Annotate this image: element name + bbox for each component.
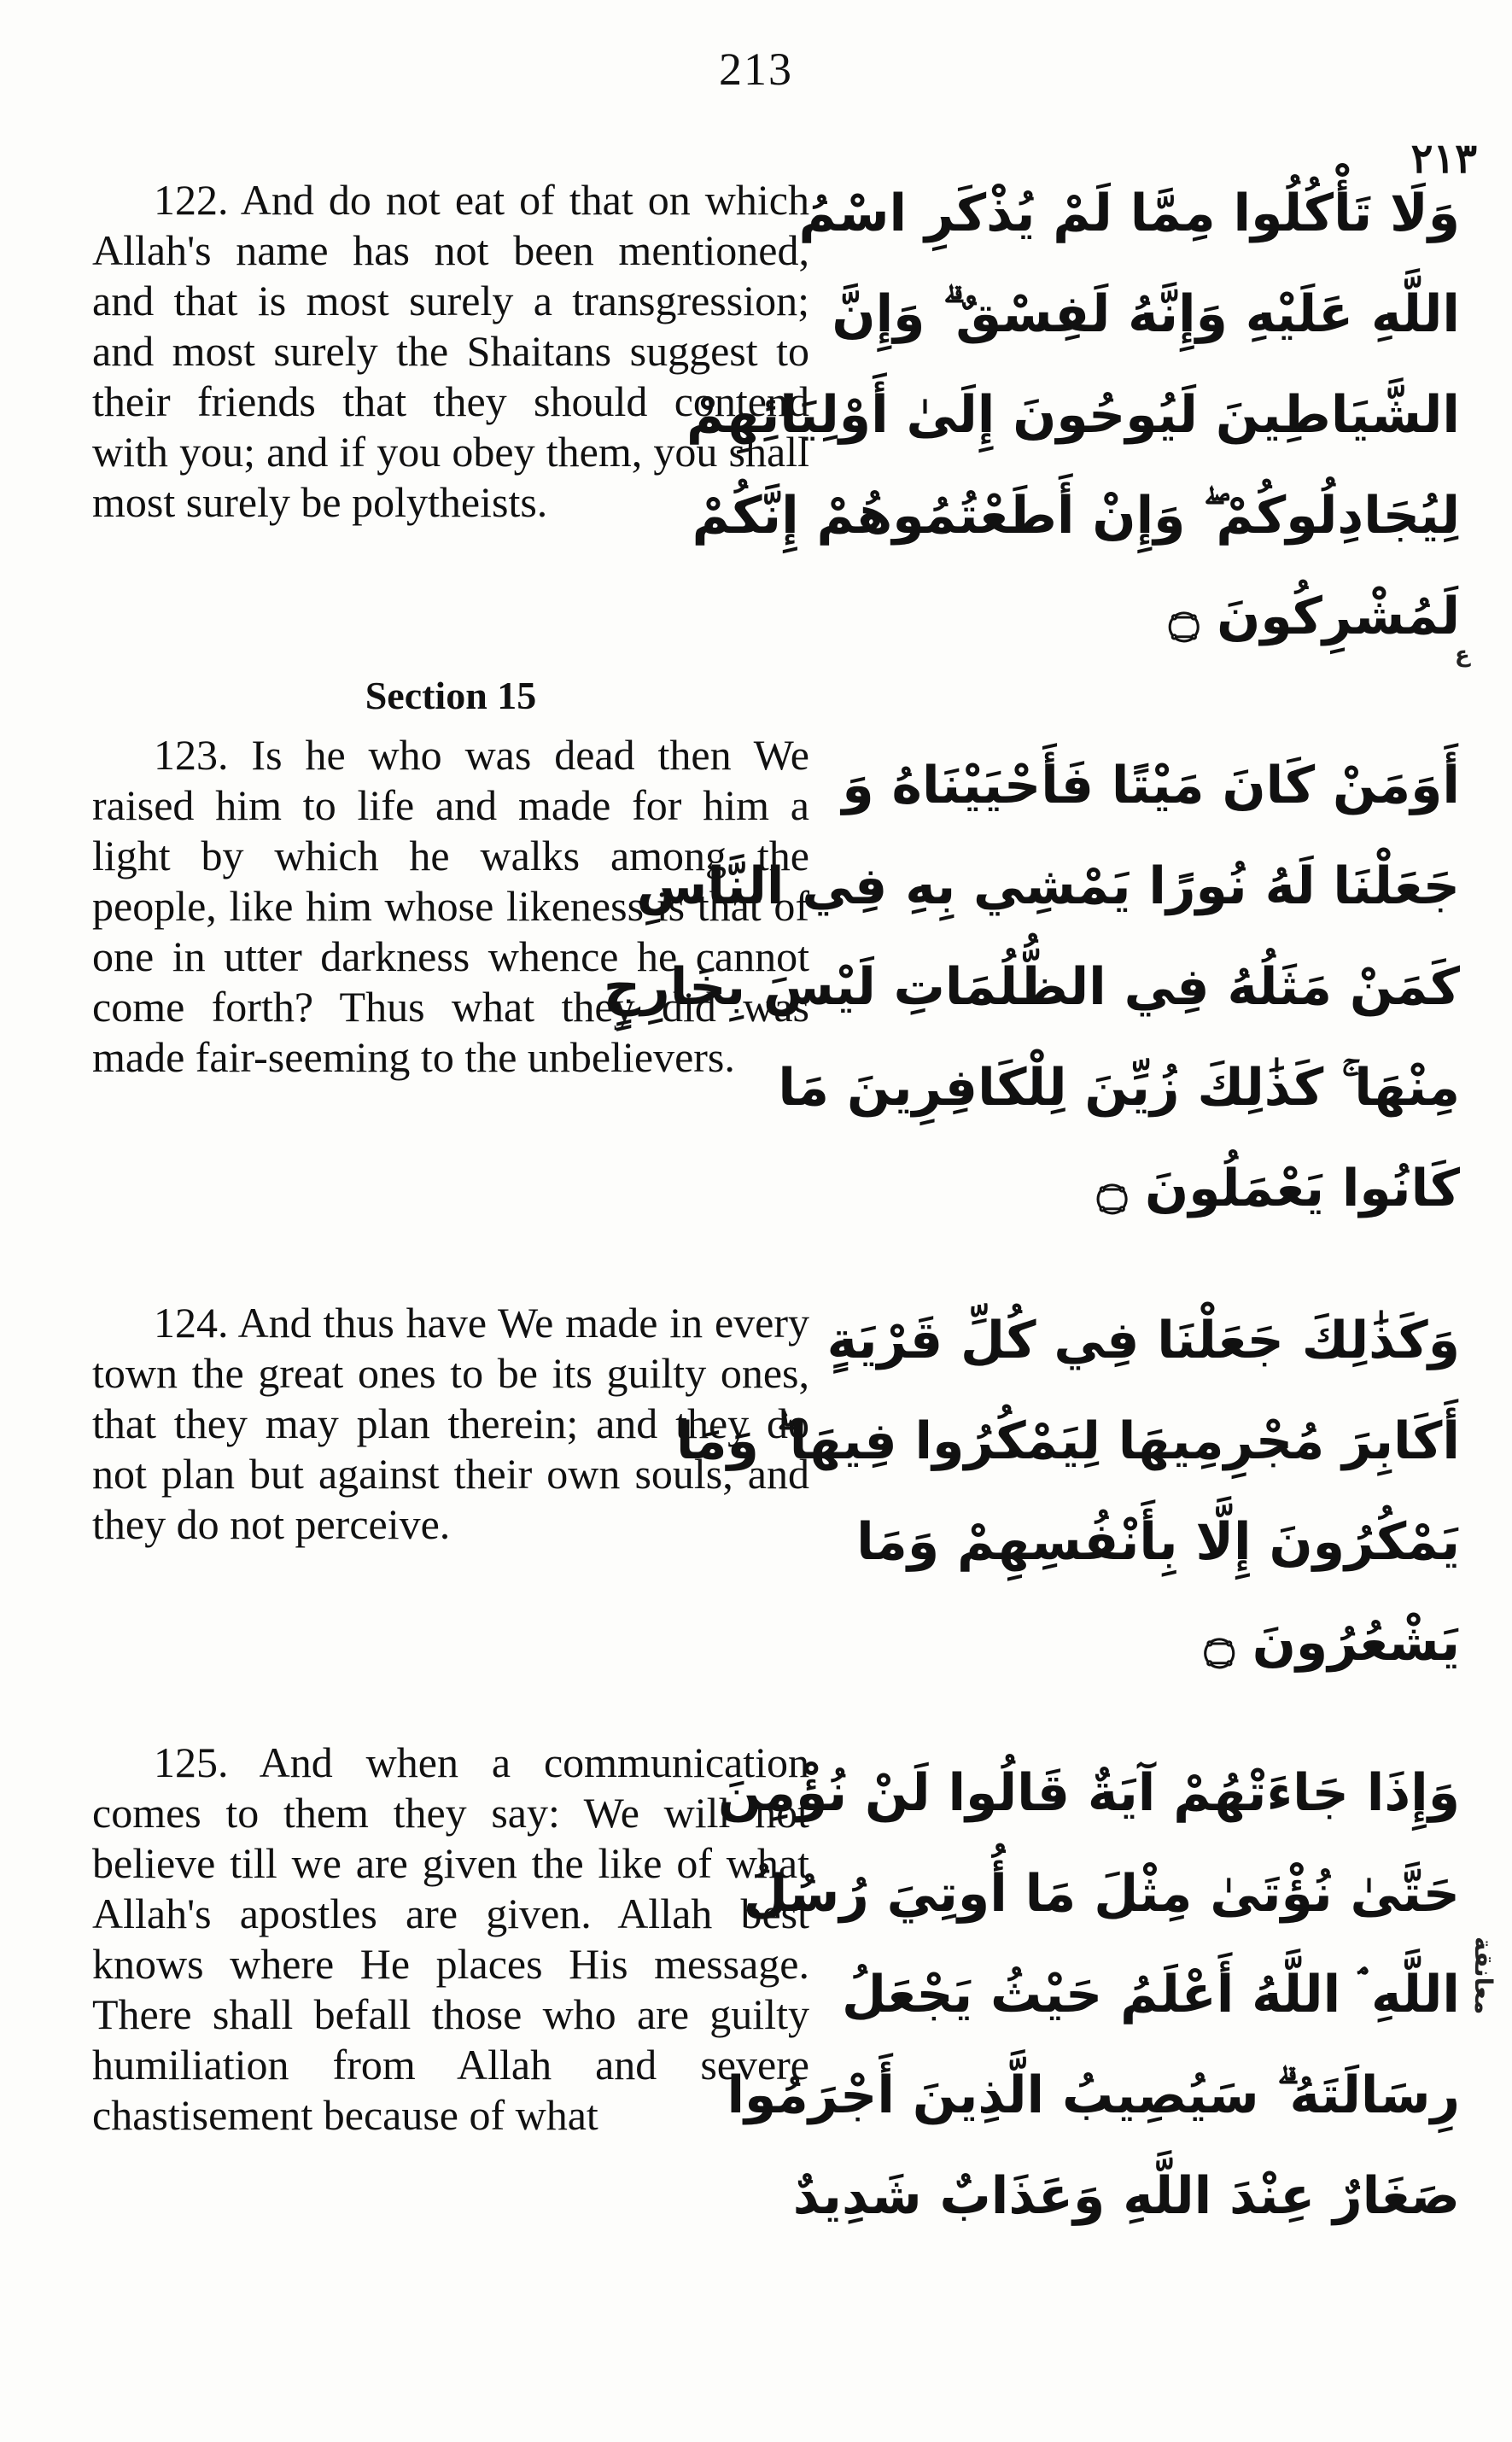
verse-number: 124.: [154, 1299, 229, 1347]
arabic-line: يَشْعُرُونَ ۝: [1204, 1613, 1460, 1673]
arabic-line: يَمْكُرُونَ إِلَّا بِأَنْفُسِهِمْ وَمَا: [856, 1512, 1460, 1572]
arabic-line: حَتَّىٰ نُؤْتَىٰ مِثْلَ مَا أُوتِيَ رُسُلُ: [743, 1864, 1460, 1924]
section-heading: Section 15: [365, 674, 537, 717]
arabic-line: لِيُجَادِلُوكُمْ ۖ وَإِنْ أَطَعْتُمُوهُمْ إِنَّكُمْ: [692, 486, 1460, 546]
arabic-line: كَانُوا يَعْمَلُونَ ۝: [1096, 1159, 1460, 1218]
arabic-line: وَإِذَا جَاءَتْهُمْ آيَةٌ قَالُوا لَنْ نُؤْمِنَ: [717, 1763, 1460, 1823]
margin-note: معانقة: [1469, 1937, 1497, 2015]
arabic-line: وَكَذَٰلِكَ جَعَلْنَا فِي كُلِّ قَرْيَةٍ: [826, 1311, 1460, 1370]
arabic-line: لَمُشْرِكُونَ ۝: [1169, 587, 1460, 646]
verse-125-translation: [92, 1738, 809, 2141]
verse-number: 123.: [154, 731, 229, 779]
verse-text: And do not eat of that on which Allah's name has not been mentioned, and that is most surely a transgression; and most surely the Shaitans suggest to their friends that they should contend with you; and if you obey them, you shall most surely be polytheists.: [92, 176, 809, 526]
arabic-line: اللَّهِ ۘ اللَّهُ أَعْلَمُ حَيْثُ يَجْعَلُ: [841, 1965, 1460, 2024]
arabic-line: كَمَنْ مَثَلُهُ فِي الظُّلُمَاتِ لَيْسَ بِخَارِجٍ: [603, 957, 1460, 1017]
arabic-line: أَوَمَنْ كَانَ مَيْتًا فَأَحْيَيْنَاهُ وَ: [842, 756, 1460, 815]
arabic-line: رِسَالَتَهُ ۗ سَيُصِيبُ الَّذِينَ أَجْرَمُوا: [727, 2065, 1460, 2125]
arabic-line: اللَّهِ عَلَيْهِ وَإِنَّهُ لَفِسْقٌ ۗ وَإِنَّ: [832, 284, 1460, 344]
arabic-line: صَغَارٌ عِنْدَ اللَّهِ وَعَذَابٌ شَدِيدٌ: [792, 2166, 1460, 2226]
verse-text: Is he who was dead then We raised him to life and made for him a light by which he walks among the people, like him whose likeness is that of one in utter darkness whence he cannot come forth? Thus what they did was made fair-seeming to the unbelievers.: [92, 731, 810, 1081]
arabic-line: مِنْهَا ۚ كَذَٰلِكَ زُيِّنَ لِلْكَافِرِينَ مَا: [778, 1058, 1460, 1118]
rukuh-marker: ع: [1455, 642, 1470, 668]
page-number: 213: [719, 44, 793, 95]
verse-122-arabic: [686, 162, 1460, 666]
verse-125-arabic: [717, 1742, 1460, 2246]
arabic-line: جَعَلْنَا لَهُ نُورًا يَمْشِي بِهِ فِي النَّاسِ: [636, 856, 1460, 916]
verse-text: And when a communication comes to them they say: We will not believe till we are given the like of what Allah's apostles are given. Allah best knows where He places His message. There shall befall those who are guilty humiliation from Allah and severe chastisement because of what: [92, 1738, 809, 2139]
arabic-page-number: ٢١٣: [1410, 137, 1477, 182]
verse-text: And thus have We made in every town the great ones to be its guilty ones, that they may plan therein; and they do not plan but against their own souls, and they do not perceive.: [92, 1299, 809, 1548]
arabic-line: وَلَا تَأْكُلُوا مِمَّا لَمْ يُذْكَرِ اسْمُ: [798, 184, 1460, 243]
arabic-line: الشَّيَاطِينَ لَيُوحُونَ إِلَىٰ أَوْلِيَائِهِمْ: [686, 385, 1460, 445]
verse-124-arabic: [675, 1289, 1460, 1692]
verse-number: 125.: [154, 1738, 229, 1786]
verse-123-arabic: [603, 734, 1460, 1238]
arabic-line: أَكَابِرَ مُجْرِمِيهَا لِيَمْكُرُوا فِيهَا ۖ وَمَا: [675, 1411, 1460, 1471]
verse-number: 122.: [154, 176, 229, 224]
